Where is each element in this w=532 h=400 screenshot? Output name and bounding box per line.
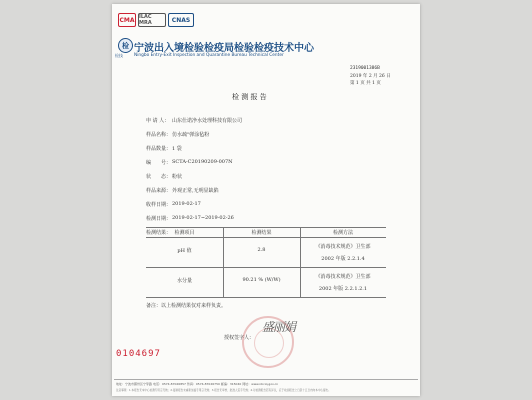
- org-name-cn: 宁波出入境检验检疫局检验检疫技术中心: [134, 43, 314, 54]
- report-page: 第 1 页 共 1 页: [350, 81, 381, 86]
- field-label: 状 态：: [146, 174, 172, 180]
- report-page: [112, 4, 420, 396]
- cma-logo: CMA: [118, 13, 136, 27]
- table-header-result: 检测结果: [251, 230, 272, 236]
- row-result: 2.8: [257, 247, 266, 253]
- footer-contact: 地址：宁波市鄞州区宁穿路 电话：0574-87026857 传真：0574-87026750 邮编：315040 网址：www.nbciq.gov.cn: [116, 382, 279, 386]
- row-method-line1: 《消毒技术规范》卫生部: [315, 244, 371, 250]
- field-label: 样品数量：: [146, 146, 172, 152]
- row-item: pH 值: [177, 248, 192, 254]
- footer-info: [114, 379, 418, 395]
- field-value: 2019-02-17: [172, 201, 201, 207]
- cnas-logo: CNAS: [168, 13, 194, 27]
- signature-handwriting: 盛丽娟: [262, 320, 296, 334]
- signature-label: 授权签字人：: [224, 335, 255, 341]
- table-header-method: 检测方法: [332, 230, 353, 236]
- report-title: 检 测 报 告: [232, 93, 267, 101]
- field-value: SCTA-C20190209-007N: [172, 159, 233, 165]
- field-label: 样品来源：: [146, 188, 172, 194]
- field-label: 检测结果：: [146, 230, 172, 236]
- logo-label: 检技: [115, 53, 123, 58]
- org-name-en: Ningbo Entry-Exit Inspection and Quarantine Bureau Technical Center: [134, 53, 284, 58]
- report-date: 2019 年 2 月 26 日: [350, 74, 391, 79]
- field-value: 1 袋: [172, 146, 182, 152]
- row-item: 水分量: [176, 278, 192, 284]
- field-value: 仿水疏"弹涂毡粉: [172, 132, 210, 138]
- field-value: 粉状: [172, 174, 183, 180]
- field-label: 编 号：: [146, 160, 172, 166]
- field-label: 样品名称：: [146, 132, 172, 138]
- field-value: 2019-02-17~2019-02-26: [172, 215, 234, 221]
- center-seal-icon: 检: [118, 38, 133, 53]
- row-method-line2: 2002 年版 2.2.1.4: [321, 256, 365, 262]
- field-label: 申 请 人：: [146, 118, 170, 124]
- ilac-mra-logo: ILAC MRA: [138, 13, 166, 27]
- remark: 备注：以上检测结果仅对来样负责。: [146, 303, 227, 309]
- field-label: 检测日期：: [146, 216, 172, 222]
- field-value: 山东仕诺净水处理科技有限公司: [172, 118, 243, 124]
- serial-number: 0104697: [116, 349, 161, 359]
- footer-notes: 注意事项：1.本报告无本中心检测专用章无效；2.复制报告未重新加盖专用章无效；3.报告无审核、批准人签字无效；4.对检测报告若有异议，应于收到报告之日起十五日内向本中心提出。: [116, 389, 331, 392]
- row-method-line2: 2002 年版 2.2.1.2.1: [318, 286, 368, 292]
- report-number: 2319001386B: [350, 66, 380, 71]
- field-value: 外观正常,无明显缺陷: [172, 188, 219, 194]
- row-method-line1: 《消毒技术规范》卫生部: [315, 274, 371, 280]
- row-result: 90.21 % (W/W): [242, 277, 281, 283]
- field-label: 收样日期：: [146, 202, 172, 208]
- table-header-item: 检测项目: [174, 230, 195, 236]
